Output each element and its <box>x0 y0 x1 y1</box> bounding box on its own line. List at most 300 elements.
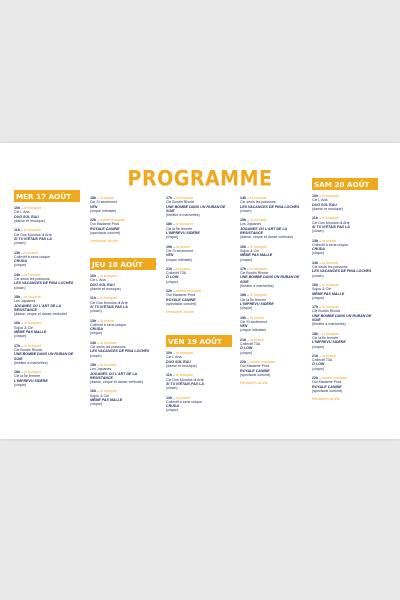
event-show-title: SI TU N'ÉTAIS PAS LÀ <box>14 236 52 241</box>
event-time: 16h <box>240 244 247 249</box>
event-company: Cie Dos Mundos di Arte <box>312 220 350 225</box>
event-time: 13h <box>14 250 21 255</box>
event-time: 11h <box>14 228 20 233</box>
time-separator: – <box>246 244 251 249</box>
time-separator: – <box>172 244 177 249</box>
event-genre: (cirque) <box>166 279 179 284</box>
event-time: 19h <box>166 244 173 249</box>
event-show-title: LES VACANCES DE PINA LOCHES <box>312 269 372 274</box>
event-show-title: MÊME PAS MALLE <box>14 330 47 335</box>
event-location: le bosquet <box>322 216 339 221</box>
event-item <box>312 305 376 326</box>
event-company: Les Jojoanes <box>90 367 112 372</box>
time-separator: – <box>246 293 251 298</box>
event-show-title: LES VACANCES DE PINA LOCHES <box>14 281 74 286</box>
event-genre: (cirque) <box>90 402 103 407</box>
event-genre: (danse et musique) <box>166 364 197 369</box>
event-location: le bosquet <box>100 296 117 301</box>
event-company: Cie seuls les poissons <box>90 345 126 350</box>
event-show-title: JOGANES OU L'ART DE LA RESISTANCE <box>240 226 287 236</box>
time-separator: – <box>318 353 323 358</box>
time-separator: – <box>318 194 323 199</box>
event-company: Cie Burdin Rhode <box>312 309 341 314</box>
event-genre: (danse et musique) <box>90 287 121 292</box>
event-location: la foccade <box>100 340 117 345</box>
event-time: 13h <box>312 238 319 243</box>
time-separator: – <box>172 222 177 227</box>
site-remark: Rembarrés du site <box>240 381 268 386</box>
event-show-title: MÊME PAS MALLE <box>90 398 123 403</box>
event-time: 14h <box>240 196 247 200</box>
time-separator: – <box>96 196 101 200</box>
event-genre: (danse, cirque et danse verticale) <box>14 312 68 317</box>
event-item <box>312 376 376 393</box>
event-genre: (clown) <box>312 273 324 278</box>
event-location: la foccade <box>250 218 267 223</box>
event-location: la prairie <box>100 318 114 323</box>
event-company: Cie L'Aria <box>14 210 30 215</box>
site-remark: Rembarrés du site <box>90 239 118 244</box>
event-time: 16h <box>312 282 319 287</box>
event-show-title: SI TU N'ÉTAIS PAS LÀ <box>312 224 350 229</box>
event-location: le bosquet <box>176 373 193 378</box>
event-company: Cie Burdin Rhode <box>240 271 269 276</box>
event-genre: (clown) <box>312 229 324 234</box>
event-company: Cie seuls les poissons <box>240 200 276 205</box>
time-separator: – <box>172 373 176 378</box>
time-separator: – <box>246 218 251 223</box>
event-item <box>90 296 154 313</box>
time-separator: – <box>20 294 25 299</box>
event-time: 19h <box>240 315 247 320</box>
event-genre: (cirque) <box>312 251 325 256</box>
event-show-title: SI TU N'ÉTAIS PAS LÀ <box>166 381 204 386</box>
day-column-sam <box>312 178 376 405</box>
event-time: 18h <box>312 331 319 336</box>
event-show-title: L'IMPREVU SIDÉRE <box>312 340 346 345</box>
event-location: soirée musicale <box>100 218 126 223</box>
event-company: Collectif 73A <box>166 271 187 276</box>
event-show-title: Ô LOIN <box>240 346 253 351</box>
event-show-title: VEN <box>166 253 174 258</box>
time-separator: – <box>318 375 323 380</box>
event-item <box>312 261 376 278</box>
event-company: Cie la Île fermée <box>14 374 41 379</box>
event-company: Cie seuls les poissons <box>312 265 348 270</box>
event-item <box>14 251 78 268</box>
event-location: soirée musicale <box>250 359 276 364</box>
event-item <box>90 341 154 358</box>
event-company: Oui Madame Prod <box>166 293 196 298</box>
time-separator: – <box>318 238 323 243</box>
event-time: 22h <box>166 289 173 294</box>
event-show-title: ROYALE CANINE <box>166 297 196 302</box>
event-genre: (clown) <box>14 285 26 290</box>
event-company: Collectif à sens unique <box>90 322 127 327</box>
time-separator: – <box>20 343 25 348</box>
event-show-title: L'IMPREVU SIDÉRE <box>166 231 200 236</box>
event-genre: (clown) <box>240 208 252 213</box>
time-separator: – <box>172 289 177 294</box>
event-item <box>240 293 304 310</box>
event-time: 16h <box>14 321 21 326</box>
event-location: le bosquet <box>322 282 339 287</box>
day-header: VEN 19 AOÛT <box>166 335 232 347</box>
event-location: le bosquet <box>24 321 41 326</box>
event-genre: (spectacle concert) <box>166 301 197 306</box>
event-time: 21h <box>166 266 173 271</box>
event-time: 22h <box>240 359 247 364</box>
event-company: Collectif à sens unique <box>166 399 203 404</box>
event-time: 13h <box>166 395 173 400</box>
time-separator: – <box>318 282 323 287</box>
event-company: Cie Si seulement <box>90 200 118 205</box>
event-show-title: MÊME PAS MALLE <box>312 291 345 296</box>
time-separator: – <box>246 196 251 200</box>
event-location: le bosquet <box>176 196 193 200</box>
event-item <box>240 316 304 333</box>
event-location: la prairie <box>24 250 38 255</box>
event-location: le bosquet <box>24 343 41 348</box>
event-time: 11h <box>90 296 96 301</box>
event-company: Cie la Île fermée <box>312 335 339 340</box>
event-show-title: DUO SOL'EAU <box>90 282 115 287</box>
event-show-title: CRUDA <box>14 259 27 264</box>
event-item <box>240 245 304 262</box>
event-genre: (clown) <box>90 309 102 314</box>
event-show-title: ROYALE CANINE <box>312 384 342 389</box>
event-item <box>240 267 304 288</box>
event-time: 14h <box>14 272 21 277</box>
day-column-jeu <box>90 258 154 412</box>
event-item <box>90 319 154 336</box>
event-genre: (théâtre à marivelles) <box>166 213 200 218</box>
event-genre: (cirque) <box>312 366 325 371</box>
event-genre: (cirque) <box>166 408 179 413</box>
event-genre: (clown) <box>90 353 102 358</box>
day-header: SAM 20 AOÛT <box>312 178 378 190</box>
time-separator: – <box>318 331 323 336</box>
event-item <box>240 218 304 239</box>
event-company: Cie L'Aria <box>166 355 182 360</box>
event-show-title: ROYALE CANINE <box>90 226 120 231</box>
time-separator: – <box>246 359 251 364</box>
event-location: la prairie <box>250 337 264 342</box>
event-location: le bosquet <box>176 351 193 356</box>
event-item <box>312 283 376 300</box>
event-location: la prairie <box>176 395 190 400</box>
event-location: le bosquet <box>100 274 117 279</box>
event-show-title: CRUDA <box>312 247 325 252</box>
event-genre: (théâtre à marivelles) <box>312 322 346 327</box>
event-time: 13h <box>90 318 97 323</box>
event-company: Collectif 73A <box>240 342 261 347</box>
event-show-title: Ô LOIN <box>312 362 325 367</box>
event-company: Cie Burdin Rhode <box>166 200 195 205</box>
event-location: le bosquet <box>250 244 267 249</box>
event-item <box>90 389 154 406</box>
event-time: 17h <box>312 305 319 310</box>
event-location: soirée musicale <box>322 375 348 380</box>
event-show-title: VEN <box>90 204 98 209</box>
time-separator: – <box>246 315 251 320</box>
event-item <box>240 196 304 213</box>
event-item <box>166 245 230 262</box>
event-show-title: CRUDA <box>166 404 179 409</box>
event-time: 21h <box>240 337 247 342</box>
event-item <box>312 354 376 371</box>
event-genre: (cirque intimiste) <box>90 208 117 213</box>
time-separator: – <box>96 274 101 279</box>
event-item <box>312 194 376 211</box>
event-genre: (cirque) <box>312 295 325 300</box>
time-separator: – <box>96 218 101 223</box>
event-genre: (danse et musique) <box>312 207 343 212</box>
event-time: 22h <box>90 218 97 223</box>
event-time: 18h <box>90 196 97 200</box>
event-company: Oui Madame Prod <box>312 380 342 385</box>
event-location: le bosquet <box>24 228 41 233</box>
event-genre: (cirque) <box>240 306 253 311</box>
event-item <box>166 289 230 306</box>
event-time: 14h <box>312 260 319 265</box>
event-genre: (cirque) <box>14 382 27 387</box>
event-genre: (cirque intimiste) <box>166 257 193 262</box>
event-time: 15h <box>14 294 21 299</box>
event-time: 18h <box>240 293 247 298</box>
event-location: le bosquet <box>24 206 41 211</box>
day-column-ven-top <box>166 196 230 318</box>
event-item <box>14 228 78 245</box>
event-location: le bosquet <box>250 293 267 298</box>
event-item <box>14 370 78 387</box>
event-company: Cie Burdin Rhode <box>14 347 43 352</box>
event-company: Cie Si seulement <box>240 319 268 324</box>
event-genre: (spectacle concert) <box>90 231 121 236</box>
day-column-mer <box>14 190 78 392</box>
event-company: Sojou & Cie <box>90 393 109 398</box>
event-company: Collectif à sens unique <box>14 254 51 259</box>
event-item <box>14 206 78 223</box>
event-show-title: DUO SOL'EAU <box>312 202 337 207</box>
event-genre: (cirque intimiste) <box>240 328 267 333</box>
event-item <box>166 267 230 284</box>
event-show-title: L'IMPREVU SIDÉRE <box>14 378 48 383</box>
event-time: 15h <box>240 218 247 223</box>
event-company: Sojou & Cie <box>14 325 33 330</box>
day-header: JEU 18 AOÛT <box>90 258 156 270</box>
event-genre: (clown) <box>14 241 26 246</box>
time-separator: – <box>20 206 25 211</box>
event-item <box>90 363 154 384</box>
time-separator: – <box>318 305 323 310</box>
event-location: la prairie <box>176 244 190 249</box>
time-separator: – <box>172 266 177 271</box>
event-time: 10h <box>14 206 21 211</box>
event-company: Cie Dos Mundos di Arte <box>90 300 128 305</box>
event-show-title: Ô LOIN <box>166 275 179 280</box>
event-item <box>240 360 304 377</box>
time-separator: – <box>20 321 25 326</box>
event-company: Collectif 73A <box>312 358 333 363</box>
event-time: 17h <box>166 196 173 200</box>
event-genre: (cirque) <box>90 331 103 336</box>
day-column-ven <box>166 335 230 418</box>
event-company: Sojou & Cie <box>312 287 331 292</box>
time-separator: – <box>96 296 100 301</box>
time-separator: – <box>20 272 25 277</box>
event-time: 21h <box>312 353 319 358</box>
event-location: la foccade <box>24 294 41 299</box>
event-genre: (spectacle concert) <box>240 372 271 377</box>
event-genre: (cirque) <box>240 350 253 355</box>
day-header: MER 17 AOÛT <box>14 190 80 202</box>
event-item <box>14 273 78 290</box>
event-company: Cie L'Aria <box>90 278 106 283</box>
event-location: la foccade <box>322 260 339 265</box>
event-item <box>312 239 376 256</box>
time-separator: – <box>172 196 177 200</box>
time-separator: – <box>172 395 177 400</box>
event-show-title: JOGANES OU L'ART DE LA RESISTANCE <box>90 371 137 380</box>
event-show-title: DUO SOL'EAU <box>166 359 191 364</box>
event-location: la prairie <box>250 315 264 320</box>
event-show-title: DUO SOL'EAU <box>14 214 39 219</box>
time-separator: – <box>20 370 25 375</box>
day-column-ven-continued <box>240 196 304 389</box>
event-show-title: UNE BOMBE DANS UN RUBAN DE SOIE <box>312 313 372 323</box>
event-time: 17h <box>14 343 21 348</box>
time-separator: – <box>96 318 101 323</box>
event-item <box>166 351 230 368</box>
event-item <box>90 274 154 291</box>
time-separator: – <box>246 337 251 342</box>
site-remark: Rembarrés du site <box>166 310 194 315</box>
event-show-title: L'IMPREVU SIDÉRE <box>240 301 274 306</box>
event-show-title: VEN <box>240 324 248 329</box>
event-item <box>166 196 230 217</box>
event-item <box>90 218 154 235</box>
event-company: Cie Si seulement <box>166 248 194 253</box>
event-genre: (cirque) <box>312 344 325 349</box>
event-show-title: UNE BOMBE DANS UN RUBAN DE SOIE <box>240 275 300 284</box>
event-time: 18h <box>14 370 21 375</box>
event-company: Les Jojoanes <box>240 222 262 227</box>
event-company: Cie Dos Mundos di Arte <box>166 377 204 382</box>
event-item <box>90 196 154 213</box>
time-separator: – <box>20 228 24 233</box>
time-separator: – <box>96 362 101 367</box>
event-company: Cie L'Aria <box>312 198 328 203</box>
event-company: Cie la Île fermée <box>240 297 267 302</box>
event-location: la prairie <box>176 266 190 271</box>
event-show-title: UNE BOMBE DANS UN RUBAN DE SOIE <box>166 204 226 213</box>
event-company: Les Jojoanes <box>14 299 36 304</box>
event-time: 17h <box>240 266 247 271</box>
event-show-title: UNE BOMBE DANS UN RUBAN DE SOIE <box>14 352 74 361</box>
event-time: 22h <box>312 375 319 380</box>
event-show-title: CRUDA <box>90 327 103 332</box>
event-show-title: ROYALE CANINE <box>240 368 270 373</box>
event-location: le bosquet <box>100 389 117 394</box>
event-genre: (cirque) <box>14 263 27 268</box>
time-separator: – <box>318 260 323 265</box>
event-show-title: JOGANES OU L'ART DE LA RESISTANCE <box>14 303 61 312</box>
event-genre: (danse, cirque et danse verticale) <box>240 235 294 240</box>
event-item <box>312 216 376 233</box>
event-show-title: LES VACANCES DE PINA LOCHES <box>90 349 150 354</box>
event-time: 10h <box>90 274 97 279</box>
event-genre: (théâtre à marivelles) <box>240 284 274 289</box>
event-show-title: MÊME PAS MALLE <box>240 253 273 258</box>
day-column-jeu-top <box>90 196 154 247</box>
event-company: Sojou & Cie <box>240 248 259 253</box>
event-item <box>14 295 78 316</box>
time-separator: – <box>96 340 101 345</box>
time-separator: – <box>20 250 25 255</box>
time-separator: – <box>172 351 177 356</box>
site-remark: Rembarrés du site <box>312 397 340 402</box>
event-time: 18h <box>166 222 173 227</box>
event-location: le bosquet <box>24 370 41 375</box>
event-item <box>166 222 230 239</box>
event-location: la foccade <box>24 272 41 277</box>
event-location: la prairie <box>322 353 336 358</box>
event-show-title: LES VACANCES DE PINA LOCHES <box>240 204 300 209</box>
event-time: 11h <box>166 373 172 378</box>
page-title: PROGRAMME <box>127 166 273 192</box>
event-item <box>312 332 376 349</box>
time-separator: – <box>96 389 101 394</box>
event-genre: (spectacle concert) <box>312 388 343 393</box>
event-location: la prairie <box>322 238 336 243</box>
event-genre: (cirque) <box>14 334 27 339</box>
event-location: la foccade <box>100 362 117 367</box>
event-location: soirée musicale <box>176 289 202 294</box>
event-time: 15h <box>90 362 97 367</box>
event-location: le bosquet <box>176 222 193 227</box>
event-company: Oui Madame Prod <box>90 222 120 227</box>
event-location: la foccade <box>250 196 267 200</box>
event-company: Cie la Île fermée <box>166 226 193 231</box>
event-genre: (cirque) <box>166 235 179 240</box>
event-location: le bosquet <box>322 194 339 199</box>
event-company: Collectif à sens unique <box>312 242 349 247</box>
event-genre: (danse et musique) <box>14 219 45 224</box>
time-separator: – <box>318 216 322 221</box>
event-item <box>14 321 78 338</box>
event-genre: (clown) <box>166 386 178 391</box>
event-item <box>166 373 230 390</box>
event-location: le bosquet <box>322 305 339 310</box>
event-location: la prairie <box>100 196 114 200</box>
event-genre: (danse, cirque et danse verticale) <box>90 380 144 385</box>
event-time: 14h <box>90 340 97 345</box>
event-item <box>240 338 304 355</box>
event-location: le bosquet <box>322 331 339 336</box>
time-separator: – <box>246 266 251 271</box>
event-time: 16h <box>90 389 97 394</box>
event-time: 10h <box>166 351 173 356</box>
event-genre: (cirque) <box>240 257 253 262</box>
event-company: Oui Madame Prod <box>240 364 270 369</box>
event-time: 10h <box>312 194 319 199</box>
event-time: 11h <box>312 216 318 221</box>
event-genre: (théâtre à marivelles) <box>14 360 48 365</box>
event-company: Cie seuls les poissons <box>14 277 50 282</box>
event-item <box>14 344 78 365</box>
event-company: Cie Dos Mundos di Arte <box>14 232 52 237</box>
